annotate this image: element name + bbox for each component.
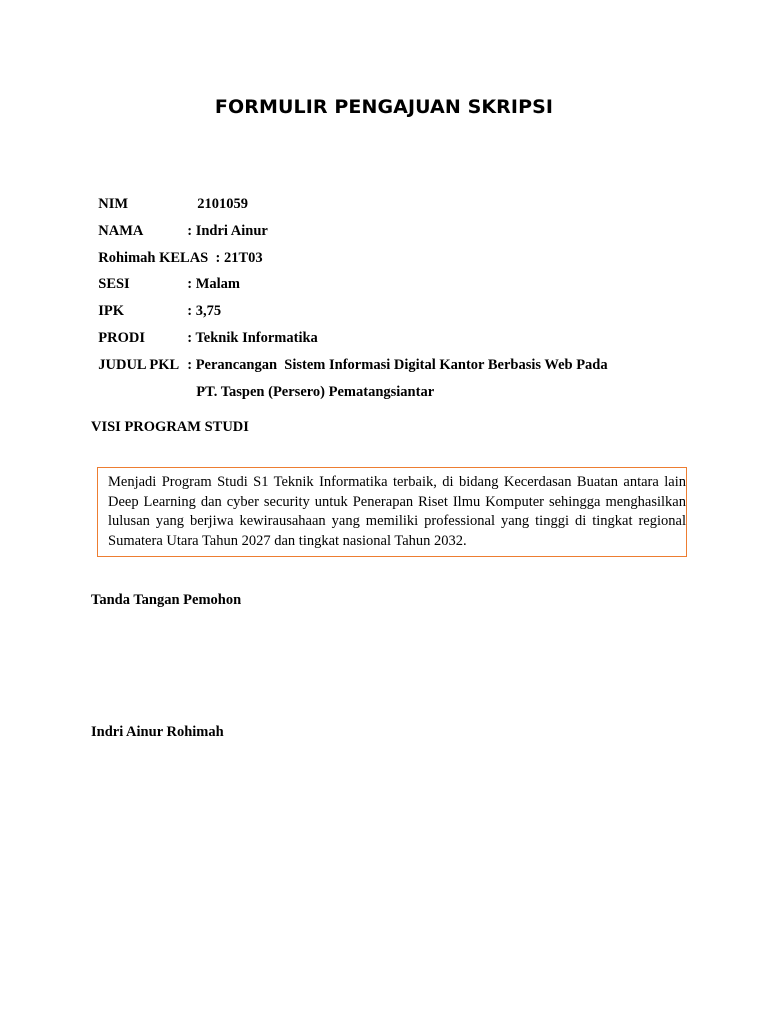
- nama-value: : Indri Ainur: [187, 223, 268, 239]
- judul-value-line2: PT. Taspen (Persero) Pematangsiantar: [196, 384, 435, 400]
- field-judul-cont: [189, 365, 434, 401]
- kelas-label: Rohimah KELAS: [98, 250, 209, 266]
- page-title: FORMULIR PENGAJUAN SKRIPSI: [214, 96, 554, 118]
- judul-label: JUDUL PKL: [98, 357, 180, 373]
- kelas-value: : 21T03: [215, 250, 263, 266]
- visi-text: Menjadi Program Studi S1 Teknik Informatika terbaik, di bidang Kecerdasan Buatan antara lain Deep Learning dan cyber security untuk Penerapan Riset Ilmu Komputer sehingga menghasilkan lulusan yang berjiwa kewirausahaan yang memiliki professional yang tinggi di tingkat regional Sumatera Utara Tahun 2027 dan tingkat nasional Tahun 2032.: [108, 474, 686, 549]
- sesi-label: SESI: [98, 276, 130, 292]
- signature-label: Tanda Tangan Pemohon: [91, 592, 242, 608]
- sesi-value: : Malam: [187, 276, 240, 292]
- judul-value-line1: : Perancangan Sistem Informasi Digital Kantor Berbasis Web Pada: [187, 357, 608, 373]
- ipk-value: : 3,75: [187, 303, 222, 319]
- nim-value: 2101059: [197, 196, 248, 212]
- nim-label: NIM: [98, 196, 129, 212]
- prodi-value: : Teknik Informatika: [187, 330, 318, 346]
- ipk-label: IPK: [98, 303, 125, 319]
- nama-label: NAMA: [98, 223, 144, 239]
- prodi-label: PRODI: [98, 330, 145, 346]
- visi-box: [97, 467, 687, 557]
- visi-heading: VISI PROGRAM STUDI: [91, 419, 249, 435]
- signature-name: Indri Ainur Rohimah: [91, 724, 224, 740]
